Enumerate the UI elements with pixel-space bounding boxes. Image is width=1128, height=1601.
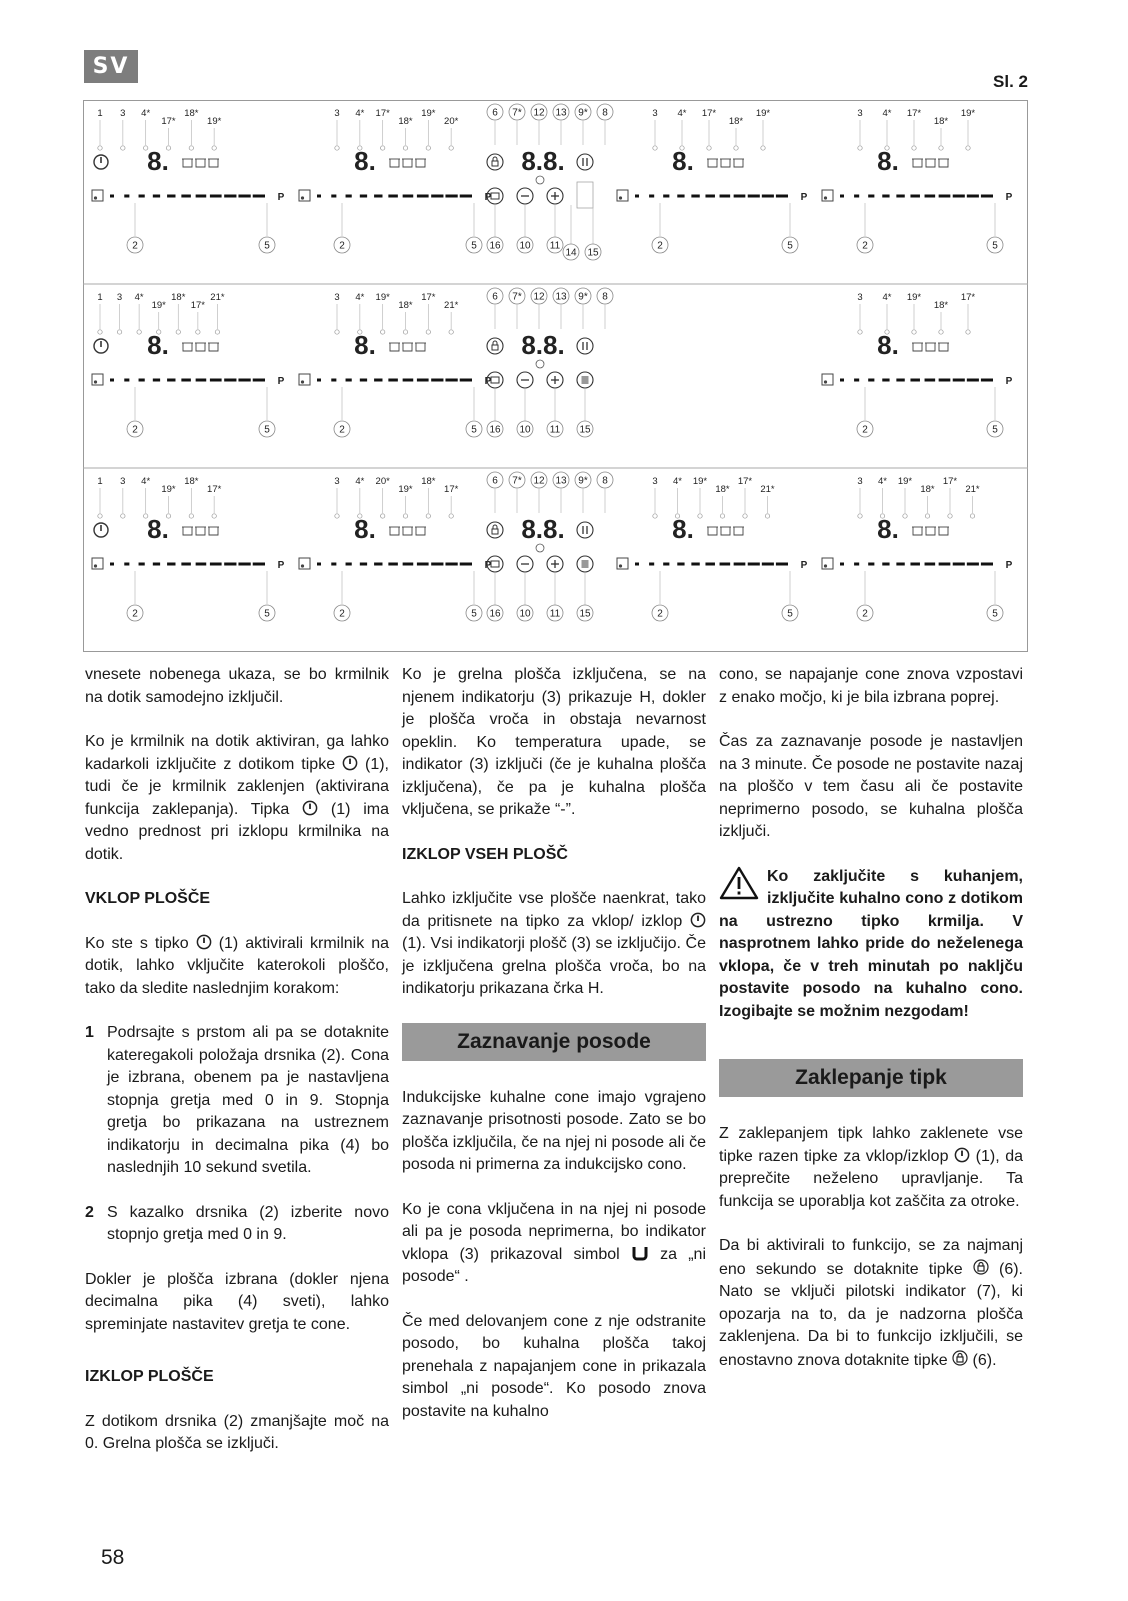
callout-label bbox=[487, 421, 503, 437]
zone-display: 8. bbox=[877, 330, 899, 360]
callout-number: 10 bbox=[519, 424, 531, 436]
paragraph: Ko je grelna plošča izključena, se na njenem indikatorju (3) prikazuje H, dokler je plošča vroča in obstaja nevarnost opeklin. Ko temperatura upade, se indikator (3) izključi (če je kuhalna plošča izključena), če pa je kuhalna plošča vključena, se prikaže “-”. bbox=[402, 666, 706, 818]
callout-label bbox=[575, 104, 591, 120]
callout-number: 9* bbox=[578, 291, 588, 303]
zone-display: 8. bbox=[672, 514, 694, 544]
callout-label-text: 17* bbox=[701, 108, 717, 119]
callout-label bbox=[466, 237, 482, 253]
paragraph-text: (1), da preprečite neželeno upravljanje. Ta funkcija se uporablja kot zaščita za otroke. bbox=[719, 1147, 1024, 1210]
page-number: 58 bbox=[101, 1546, 125, 1569]
callout-label bbox=[334, 421, 350, 437]
power-icon bbox=[342, 755, 358, 771]
power-icon bbox=[196, 934, 212, 950]
paragraph: Čas za zaznavanje posode je nastavljen na 3 minute. Če posode ne postavite nazaj na ploščo v tem času ali če postavite neprimerno posodo, se kuhalna plošča izključi. bbox=[719, 733, 1023, 840]
callout-label-text: 3 bbox=[120, 476, 126, 487]
callout-label-text: 1 bbox=[97, 476, 103, 487]
zone-display: 8. bbox=[354, 146, 376, 176]
callout-label-text: 19* bbox=[398, 484, 413, 495]
callout-label bbox=[517, 237, 533, 253]
callout-label-text: 19* bbox=[692, 476, 708, 487]
callout-label-text: 17* bbox=[737, 476, 753, 487]
paragraph-text: (1) aktivirali krmilnik na dotik, lahko vključite katerokoli ploščo, tako da sledite naslednjim korakom: bbox=[85, 934, 390, 997]
callout-number: 16 bbox=[489, 240, 501, 252]
callout-label bbox=[487, 104, 503, 120]
callout-label bbox=[782, 237, 798, 253]
callout-number: 7* bbox=[512, 475, 522, 487]
callout-label bbox=[857, 605, 873, 621]
callout-label bbox=[531, 472, 547, 488]
paragraph bbox=[719, 1123, 1023, 1213]
callout-label bbox=[127, 421, 143, 437]
paragraph: Indukcijske kuhalne cone imajo vgrajeno zaznavanje prisotnosti posode. Zato se bo plošča izključila, če na njej ni posode ali če posoda ni primerna za indukcijsko cono. bbox=[402, 1088, 706, 1173]
callout-number: 6 bbox=[492, 107, 498, 119]
callout-label-text: 4* bbox=[355, 108, 365, 119]
section-heading-zaklepanje-tipk: Zaklepanje tipk bbox=[719, 1059, 1023, 1097]
callout-label bbox=[509, 472, 525, 488]
callout-label bbox=[531, 104, 547, 120]
callout-number: 2 bbox=[657, 240, 663, 252]
callout-label-text: 4* bbox=[677, 108, 687, 119]
paragraph bbox=[402, 1199, 706, 1289]
zone-display: 8. bbox=[354, 514, 376, 544]
callout-label-text: 19* bbox=[906, 292, 922, 303]
callout-label-text: 4* bbox=[355, 292, 365, 303]
callout-label bbox=[597, 104, 613, 120]
callout-number: 2 bbox=[862, 608, 868, 620]
lock-key-icon bbox=[973, 1258, 989, 1276]
paragraph: vnesete nobenega ukaza, se bo krmilnik na dotik samodejno izključil. bbox=[85, 666, 389, 706]
heading-vklop-plosce: VKLOP PLOŠČE bbox=[85, 890, 211, 907]
callout-number: 8 bbox=[602, 107, 608, 119]
callout-number: 2 bbox=[339, 424, 345, 436]
callout-label-text: 17* bbox=[444, 484, 459, 495]
callout-label-text: 17* bbox=[906, 108, 922, 119]
callout-number: 11 bbox=[549, 608, 561, 620]
callout-number: 6 bbox=[492, 291, 498, 303]
callout-label-text: 3 bbox=[857, 292, 863, 303]
callout-label bbox=[509, 288, 525, 304]
callout-label-text: 17* bbox=[207, 484, 222, 495]
callout-number: 2 bbox=[132, 608, 138, 620]
callout-label bbox=[334, 237, 350, 253]
callout-label-text: 3 bbox=[652, 108, 658, 119]
callout-number: 11 bbox=[549, 240, 561, 252]
callout-label bbox=[487, 288, 503, 304]
callout-number: 2 bbox=[132, 240, 138, 252]
callout-number: 8 bbox=[602, 291, 608, 303]
callout-label-text: 4* bbox=[141, 476, 151, 487]
boost-p-label: P bbox=[484, 376, 492, 387]
callout-label-text: 17* bbox=[375, 108, 390, 119]
callout-number: 2 bbox=[339, 240, 345, 252]
callout-number: 5 bbox=[471, 424, 477, 436]
callout-label-text: 18* bbox=[184, 108, 199, 119]
callout-label bbox=[466, 605, 482, 621]
callout-number: 12 bbox=[533, 291, 545, 303]
paragraph-text: Ko je cona vključena in na njej ni posode ali pa je posoda neprimerna, bo indikator vklopa (3) prikazoval simbol bbox=[402, 1200, 706, 1263]
callout-label bbox=[563, 244, 579, 260]
callout-number: 5 bbox=[992, 424, 998, 436]
step-text: Podrsajte s prstom ali pa se dotaknite kateregakoli položaja drsnika (2). Cona je izbrana, obenem pa je nastavljena stopnja gretja med 0 in 9. Stopnja gretja bo prikazana na ustreznem indikatorju in decimalna pika (4) bo naslednjih 10 sekund svetila. bbox=[107, 1024, 389, 1176]
zone-display: 8. bbox=[672, 146, 694, 176]
callout-label-text: 3 bbox=[652, 476, 658, 487]
callout-label-text: 19* bbox=[207, 116, 222, 127]
callout-label bbox=[597, 472, 613, 488]
paragraph: Z dotikom drsnika (2) zmanjšajte moč na 0. Grelna plošča se izključi. bbox=[85, 1412, 389, 1452]
callout-label bbox=[652, 605, 668, 621]
callout-number: 2 bbox=[862, 240, 868, 252]
paragraph bbox=[85, 933, 389, 1001]
callout-label-text: 17* bbox=[960, 292, 976, 303]
paragraph-text: (1). Vsi indikatorji plošč (3) se izključijo. Če je izključena grelna plošča vroča, bo na indikatorju prikazana črka H. bbox=[402, 935, 706, 997]
heading-izklop-vseh-plosc: IZKLOP VSEH PLOŠČ bbox=[402, 845, 568, 863]
callout-label bbox=[259, 605, 275, 621]
timer-display: 8.8. bbox=[521, 514, 565, 544]
callout-label-text: 19* bbox=[960, 108, 976, 119]
paragraph-text: (1) ima vedno prednost pri izklopu krmilnika na dotik. bbox=[85, 800, 390, 863]
boost-p-label: P bbox=[800, 192, 808, 203]
callout-label-text: 3 bbox=[857, 108, 863, 119]
callout-label-text: 17* bbox=[942, 476, 958, 487]
callout-label bbox=[334, 605, 350, 621]
callout-number: 16 bbox=[489, 608, 501, 620]
callout-number: 11 bbox=[549, 424, 561, 436]
callout-label bbox=[259, 237, 275, 253]
callout-number: 14 bbox=[565, 247, 577, 259]
callout-label-text: 21* bbox=[965, 484, 980, 495]
language-tab: SV bbox=[84, 50, 138, 83]
paragraph-text: Z zaklepanjem tipk lahko zaklenete vse tipke razen tipke za vklop/izklop bbox=[719, 1125, 1023, 1165]
callout-label-text: 3 bbox=[334, 108, 340, 119]
callout-label bbox=[259, 421, 275, 437]
callout-label bbox=[487, 472, 503, 488]
callout-label bbox=[577, 605, 593, 621]
callout-number: 2 bbox=[657, 608, 663, 620]
callout-label bbox=[987, 421, 1003, 437]
callout-label-text: 21* bbox=[760, 484, 775, 495]
power-icon bbox=[954, 1147, 970, 1163]
callout-number: 12 bbox=[533, 107, 545, 119]
warning-triangle-icon bbox=[719, 866, 759, 900]
callout-label-text: 20* bbox=[444, 116, 459, 127]
callout-label bbox=[987, 237, 1003, 253]
boost-p-label: P bbox=[277, 560, 285, 571]
paragraph-text: Da bi aktivirali to funkcijo, se za najmanj eno sekundo se dotaknite tipke bbox=[719, 1237, 1023, 1278]
callout-label-text: 18* bbox=[398, 116, 413, 127]
callout-label bbox=[466, 421, 482, 437]
list-item bbox=[85, 1022, 389, 1180]
paragraph-text: Ko ste s tipko bbox=[85, 934, 189, 952]
paragraph-text: Lahko izključite vse plošče naenkrat, tako da pritisnete na tipko za vklop/ izklop bbox=[402, 890, 706, 930]
list-item bbox=[85, 1202, 389, 1247]
callout-label bbox=[509, 104, 525, 120]
callout-number: 15 bbox=[587, 247, 599, 259]
callout-number: 2 bbox=[862, 424, 868, 436]
callout-label bbox=[553, 472, 569, 488]
callout-number: 7* bbox=[512, 107, 522, 119]
control-panel-figure bbox=[83, 100, 1028, 652]
callout-label-text: 20* bbox=[375, 476, 390, 487]
callout-number: 5 bbox=[992, 240, 998, 252]
callout-label bbox=[553, 288, 569, 304]
warning-text: Ko zaključite s kuhanjem, izključite kuhalno cono z dotikom na ustrezno tipko krmilja. V nasprotnem lahko pride do neželenega vklopa, če v treh minutah po nakljču postavite posodo na kuhalno cono. Izogibajte se možnim nezgodam! bbox=[719, 867, 1023, 1020]
callout-label-text: 4* bbox=[882, 292, 892, 303]
callout-label bbox=[127, 605, 143, 621]
callout-label bbox=[857, 421, 873, 437]
paragraph: Če med delovanjem cone z nje odstranite posodo, bo kuhalna plošča takoj prenehala z napajanjem cone in prikazala simbol „ni posode“. Ko posodo znova postavite na kuhalno bbox=[402, 1312, 706, 1420]
zone-display: 8. bbox=[147, 514, 169, 544]
callout-label bbox=[575, 472, 591, 488]
callout-label-text: 18* bbox=[171, 292, 186, 303]
zone-display: 8. bbox=[877, 514, 899, 544]
callout-number: 16 bbox=[489, 424, 501, 436]
callout-number: 13 bbox=[555, 107, 567, 119]
callout-label bbox=[517, 421, 533, 437]
paragraph-text: Ko je krmilnik na dotik aktiviran, ga lahko kadarkoli izključite z dotikom tipke bbox=[85, 733, 389, 773]
callout-label-text: 18* bbox=[421, 476, 436, 487]
callout-number: 5 bbox=[471, 240, 477, 252]
boost-p-label: P bbox=[800, 560, 808, 571]
callout-label-text: 18* bbox=[728, 116, 744, 127]
callout-label-text: 19* bbox=[161, 484, 176, 495]
callout-number: 2 bbox=[132, 424, 138, 436]
paragraph: cono, se napajanje cone znova vzpostavi z enako močjo, ki je bila izbrana poprej. bbox=[719, 666, 1023, 706]
callout-label bbox=[585, 244, 601, 260]
callout-number: 15 bbox=[579, 424, 591, 436]
callout-label bbox=[987, 605, 1003, 621]
callout-number: 8 bbox=[602, 475, 608, 487]
callout-number: 15 bbox=[579, 608, 591, 620]
boost-p-label: P bbox=[484, 560, 492, 571]
callout-label bbox=[547, 605, 563, 621]
callout-label-text: 18* bbox=[933, 300, 949, 311]
callout-label-text: 3 bbox=[120, 108, 126, 119]
callout-number: 10 bbox=[519, 608, 531, 620]
power-icon bbox=[302, 800, 318, 816]
callout-label bbox=[553, 104, 569, 120]
callout-label-text: 4* bbox=[882, 108, 892, 119]
callout-label-text: 1 bbox=[97, 292, 103, 303]
callout-label-text: 3 bbox=[116, 292, 123, 303]
callout-label bbox=[577, 421, 593, 437]
boost-p-label: P bbox=[277, 376, 285, 387]
text-column-2 bbox=[402, 664, 706, 1445]
callout-number: 2 bbox=[339, 608, 345, 620]
step-number: 2 bbox=[85, 1203, 94, 1221]
timer-display: 8.8. bbox=[521, 146, 565, 176]
zone-display: 8. bbox=[877, 146, 899, 176]
callout-number: 5 bbox=[264, 240, 270, 252]
callout-label-text: 3 bbox=[334, 292, 340, 303]
step-text: S kazalko drsnika (2) izberite novo stopnjo gretja med 0 in 9. bbox=[107, 1203, 389, 1243]
callout-number: 5 bbox=[787, 608, 793, 620]
callout-number: 5 bbox=[471, 608, 477, 620]
callout-number: 9* bbox=[578, 475, 588, 487]
zone-display: 8. bbox=[147, 330, 169, 360]
callout-label-text: 18* bbox=[933, 116, 949, 127]
callout-label bbox=[575, 288, 591, 304]
callout-label-text: 4* bbox=[141, 108, 151, 119]
text-column-3 bbox=[719, 664, 1023, 1394]
callout-number: 13 bbox=[555, 291, 567, 303]
callout-number: 5 bbox=[264, 424, 270, 436]
boost-p-label: P bbox=[1005, 192, 1013, 203]
timer-display: 8.8. bbox=[521, 330, 565, 360]
callout-number: 7* bbox=[512, 291, 522, 303]
callout-label bbox=[652, 237, 668, 253]
zone-display: 8. bbox=[354, 330, 376, 360]
callout-label-text: 19* bbox=[897, 476, 913, 487]
paragraph bbox=[402, 888, 706, 1001]
boost-p-label: P bbox=[484, 192, 492, 203]
callout-number: 9* bbox=[578, 107, 588, 119]
callout-label-text: 4* bbox=[134, 292, 144, 303]
callout-label-text: 19* bbox=[421, 108, 436, 119]
zone-display: 8. bbox=[147, 146, 169, 176]
paragraph-text: (6). Nato se vključi pilotski indikator (7), ki opozarja na to, da je nadzorna plošča zaklenjena. Da bi to funkcijo izključili, se enostavno znova dotaknite tipke bbox=[719, 1260, 1023, 1369]
power-icon bbox=[690, 912, 706, 928]
lock-key-icon bbox=[952, 1349, 968, 1367]
paragraph-text: (6). bbox=[972, 1351, 997, 1369]
paragraph: Dokler je plošča izbrana (dokler njena decimalna pika (4) sveti), lahko spreminjate nastavitev gretja te cone. bbox=[85, 1270, 389, 1333]
section-heading-zaznavanje-posode: Zaznavanje posode bbox=[402, 1023, 706, 1061]
callout-label bbox=[597, 288, 613, 304]
callout-label bbox=[782, 605, 798, 621]
callout-label bbox=[547, 421, 563, 437]
callout-label bbox=[531, 288, 547, 304]
no-pot-symbol-icon bbox=[631, 1245, 649, 1261]
callout-label-text: 17* bbox=[161, 116, 176, 127]
callout-label-text: 21* bbox=[444, 300, 459, 311]
callout-label-text: 18* bbox=[715, 484, 730, 495]
callout-label-text: 4* bbox=[673, 476, 682, 487]
figure-label: Sl. 2 bbox=[993, 72, 1028, 91]
callout-label-text: 4* bbox=[878, 476, 887, 487]
boost-p-label: P bbox=[1005, 376, 1013, 387]
step-number: 1 bbox=[85, 1024, 94, 1041]
callout-label-text: 19* bbox=[151, 300, 166, 311]
callout-label bbox=[547, 237, 563, 253]
callout-label bbox=[857, 237, 873, 253]
callout-number: 12 bbox=[533, 475, 545, 487]
callout-number: 5 bbox=[264, 608, 270, 620]
text-column-1 bbox=[85, 664, 389, 1478]
callout-label-text: 3 bbox=[334, 476, 340, 487]
callout-label-text: 3 bbox=[857, 476, 863, 487]
callout-number: 13 bbox=[555, 475, 567, 487]
paragraph bbox=[85, 731, 389, 866]
callout-number: 5 bbox=[787, 240, 793, 252]
callout-label-text: 18* bbox=[184, 476, 199, 487]
paragraph bbox=[719, 1235, 1023, 1372]
callout-number: 5 bbox=[992, 608, 998, 620]
callout-label-text: 21* bbox=[210, 292, 225, 303]
heading-izklop-plosce: IZKLOP PLOŠČE bbox=[85, 1368, 214, 1385]
boost-p-label: P bbox=[277, 192, 285, 203]
callout-number: 6 bbox=[492, 475, 498, 487]
callout-label-text: 17* bbox=[190, 300, 205, 311]
callout-label-text: 18* bbox=[920, 484, 935, 495]
callout-label bbox=[487, 605, 503, 621]
callout-label-text: 19* bbox=[375, 292, 390, 303]
callout-label-text: 18* bbox=[398, 300, 413, 311]
callout-label-text: 1 bbox=[97, 108, 103, 119]
callout-label bbox=[127, 237, 143, 253]
callout-label bbox=[517, 605, 533, 621]
callout-label-text: 17* bbox=[421, 292, 436, 303]
callout-number: 10 bbox=[519, 240, 531, 252]
callout-label-text: 19* bbox=[755, 108, 771, 119]
callout-label-text: 4* bbox=[355, 476, 365, 487]
callout-label bbox=[487, 237, 503, 253]
paragraph-text: (1), tudi če je krmilnik zaklenjen (aktivirana funkcija zaklepanja). Tipka bbox=[85, 755, 389, 818]
paragraph-text: za „ni posode“ . bbox=[402, 1245, 707, 1285]
warning-block bbox=[719, 866, 1023, 1024]
boost-p-label: P bbox=[1005, 560, 1013, 571]
